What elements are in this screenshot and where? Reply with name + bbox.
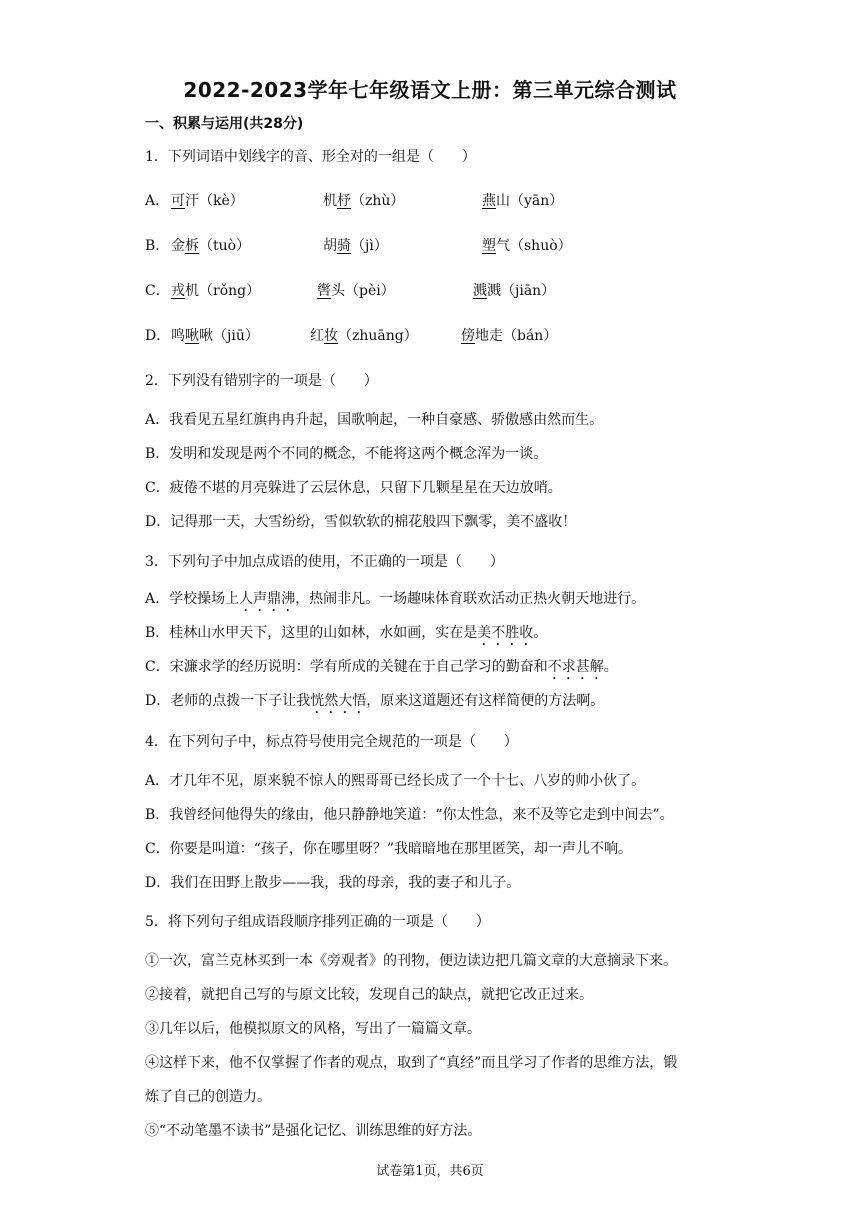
q3-option-b: B．桂林山水甲天下，这里的山如林，水如画，实在是美不胜收。 bbox=[145, 625, 548, 641]
q4-option-d: D．我们在田野上散步——我，我的母亲，我的妻子和儿子。 bbox=[145, 875, 521, 891]
dotted-idiom: 美不胜收 bbox=[477, 625, 534, 641]
word-3: 塑气（shuò） bbox=[482, 238, 572, 254]
dotted-idiom: 不求甚解 bbox=[547, 659, 604, 675]
word-2: 机杼（zhù） bbox=[323, 193, 405, 209]
q2-option-d: D．记得那一天，大雪纷纷，雪似软软的棉花般四下飘零，美不盛收！ bbox=[145, 514, 577, 530]
q5-sentence-3: ③几年以后，他模拟原文的风格，写出了一篇篇文章。 bbox=[145, 1021, 481, 1037]
word-3: 燕山（yān） bbox=[482, 193, 564, 209]
q2-option-c: C．疲倦不堪的月亮躲进了云层休息，只留下几颗星星在天边放哨。 bbox=[145, 480, 562, 496]
q4-option-b: B．我曾经问他得失的缘由，他只静静地笑道：“你太性急，来不及等它走到中间去”。 bbox=[145, 807, 674, 823]
word-2: 红妆（zhuāng） bbox=[310, 328, 418, 344]
section-heading: 一、积累与运用(共28分) bbox=[145, 116, 304, 132]
q3-option-a: A．学校操场上人声鼎沸，热闹非凡。一场趣味体育联欢活动正热火朝天地进行。 bbox=[145, 591, 646, 607]
q5-sentence-5: ⑤“不动笔墨不读书”是强化记忆、训练思维的好方法。 bbox=[145, 1123, 482, 1139]
question-2-stem: 2．下列没有错别字的一项是（ ） bbox=[145, 373, 378, 389]
question-4-stem: 4．在下列句子中，标点符号使用完全规范的一项是（ ） bbox=[145, 734, 518, 750]
option-label: A． bbox=[145, 193, 170, 209]
q5-sentence-4-cont: 炼了自己的创造力。 bbox=[145, 1089, 271, 1105]
q1-option-d bbox=[145, 326, 745, 346]
option-label: D． bbox=[145, 328, 171, 344]
question-1-stem: 1．下列词语中划线字的音、形全对的一组是（ ） bbox=[145, 149, 476, 165]
q2-option-b: B．发明和发现是两个不同的概念，不能将这两个概念浑为一谈。 bbox=[145, 446, 548, 462]
page-title: 2022-2023学年七年级语文上册：第三单元综合测试 bbox=[183, 78, 677, 102]
q3-option-d: D．老师的点拨一下子让我恍然大悟，原来这道题还有这样简便的方法啊。 bbox=[145, 693, 605, 709]
q4-option-c: C．你要是叫道：“孩子，你在哪里呀？”我暗暗地在那里匿笑，却一声儿不响。 bbox=[145, 841, 633, 857]
word-3: 溅溅（jiān） bbox=[473, 283, 556, 299]
option-label: C． bbox=[145, 283, 170, 299]
q1-option-b bbox=[145, 236, 745, 256]
word-1: 可汗（kè） bbox=[171, 193, 244, 209]
word-2: 辔头（pèi） bbox=[317, 283, 395, 299]
word-3: 傍地走（bán） bbox=[461, 328, 558, 344]
q1-option-a bbox=[145, 191, 745, 211]
q5-sentence-1: ①一次，富兰克林买到一本《旁观者》的刊物，便边读边把几篇文章的大意摘录下来。 bbox=[145, 953, 677, 969]
q5-sentence-4: ④这样下来，他不仅掌握了作者的观点，取到了“真经”而且学习了作者的思维方法，锻 bbox=[145, 1055, 678, 1071]
q3-option-c: C．宋濂求学的经历说明：学有所成的关键在于自己学习的勤奋和不求甚解。 bbox=[145, 659, 618, 675]
q5-sentence-2: ②接着，就把自己写的与原文比较，发现自己的缺点，就把它改正过来。 bbox=[145, 987, 593, 1003]
page-footer: 试卷第1页，共6页 bbox=[376, 1164, 484, 1179]
question-5-stem: 5．将下列句子组成语段顺序排列正确的一项是（ ） bbox=[145, 914, 490, 930]
option-label: B． bbox=[145, 238, 170, 254]
q4-option-a: A．才几年不见，原来貌不惊人的熙哥哥已经长成了一个十七、八岁的帅小伙了。 bbox=[145, 773, 646, 789]
dotted-idiom: 恍然大悟 bbox=[310, 693, 367, 709]
q2-option-a: A．我看见五星红旗冉冉升起，国歌响起，一种自豪感、骄傲感由然而生。 bbox=[145, 412, 604, 428]
word-1: 鸣啾啾（jiū） bbox=[171, 328, 259, 344]
question-3-stem: 3．下列句子中加点成语的使用，不正确的一项是（ ） bbox=[145, 554, 504, 570]
q1-option-c bbox=[145, 281, 745, 301]
word-2: 胡骑（jì） bbox=[323, 238, 388, 254]
dotted-idiom: 人声鼎沸 bbox=[239, 591, 296, 607]
word-1: 戎机（rǒng） bbox=[171, 283, 261, 299]
word-1: 金柝（tuò） bbox=[171, 238, 251, 254]
